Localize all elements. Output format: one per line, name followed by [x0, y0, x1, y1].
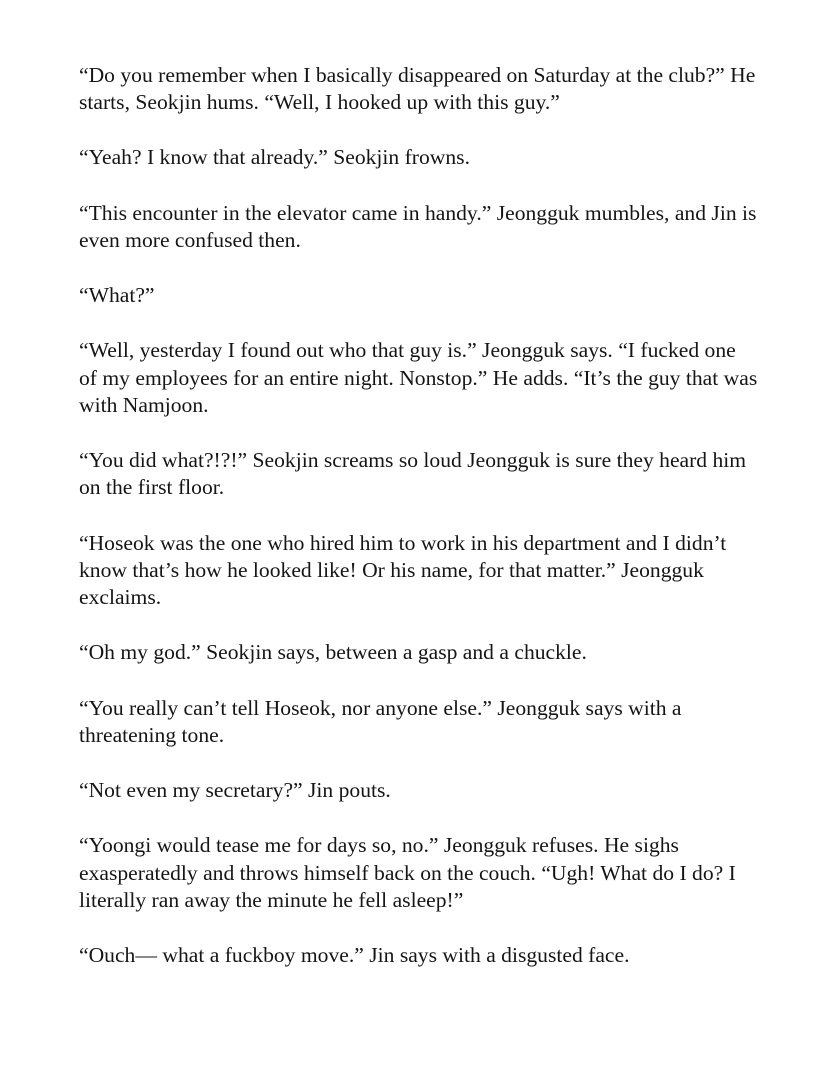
paragraph: “Yoongi would tease me for days so, no.” Jeongguk refuses. He sighs exasperatedly and throws himself back on the couch. “Ugh! What do I do? I literally ran away the minute he fell asleep!”	[79, 833, 736, 912]
paragraph: “Yeah? I know that already.” Seokjin frowns.	[79, 145, 470, 170]
paragraph: “Well, yesterday I found out who that guy is.” Jeongguk says. “I fucked one of my employees for an entire night. Nonstop.” He adds. “It’s the guy that was with Namjoon.	[79, 338, 758, 417]
story-page	[79, 62, 759, 997]
paragraph: “Not even my secretary?” Jin pouts.	[79, 778, 391, 803]
paragraph: “Oh my god.” Seokjin says, between a gasp and a chuckle.	[79, 640, 587, 665]
paragraph: “What?”	[79, 283, 155, 308]
paragraph: “Ouch— what a fuckboy move.” Jin says with a disgusted face.	[79, 943, 630, 968]
paragraph: “This encounter in the elevator came in handy.” Jeongguk mumbles, and Jin is even more confused then.	[79, 200, 757, 252]
paragraph: “You did what?!?!” Seokjin screams so loud Jeongguk is sure they heard him on the first floor.	[79, 448, 747, 500]
paragraph: “Do you remember when I basically disappeared on Saturday at the club?” He starts, Seokjin hums. “Well, I hooked up with this guy.”	[79, 63, 756, 115]
paragraph: “You really can’t tell Hoseok, nor anyone else.” Jeongguk says with a threatening tone.	[79, 695, 682, 747]
paragraph: “Hoseok was the one who hired him to work in his department and I didn’t know that’s how he looked like! Or his name, for that matter.” Jeongguk exclaims.	[79, 530, 727, 610]
